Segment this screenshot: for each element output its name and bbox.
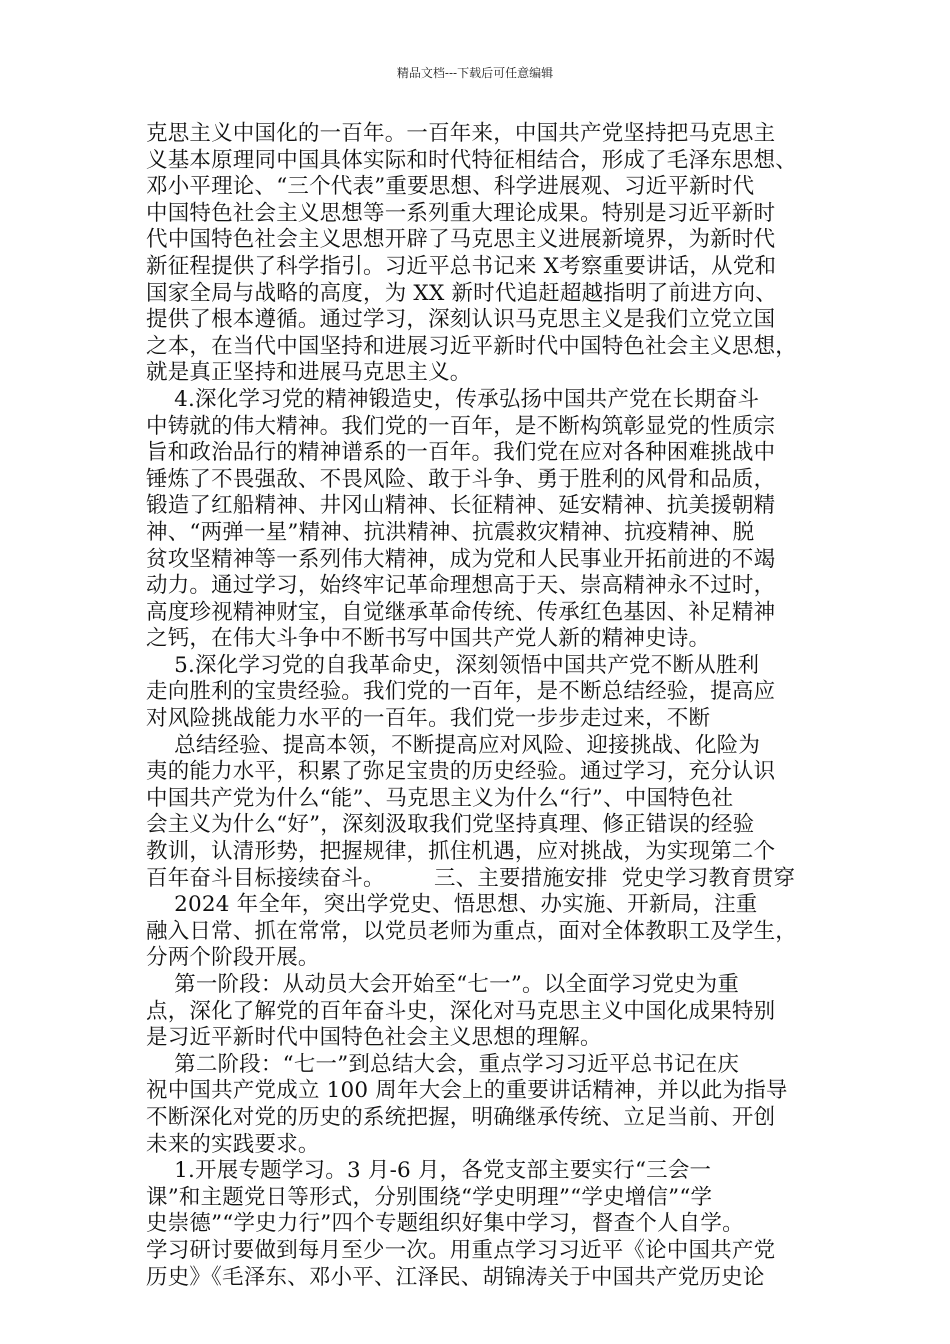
text-line: 史崇德”“学史力行”四个专题组织好集中学习，督查个人自学。	[146, 1211, 744, 1237]
text-line: 百年奋斗目标接续奋斗。 三、主要措施安排 党史学习教育贯穿	[146, 865, 796, 891]
text-line: 点，深化了解党的百年奋斗史，深化对马克思主义中国化成果特别	[146, 998, 776, 1024]
text-line: 教训，认清形势，把握规律，抓住机遇，应对挑战，为实现第二个	[146, 839, 776, 865]
text-line: 高度珍视精神财宝，自觉继承革命传统、传承红色基因、补足精神	[146, 599, 776, 625]
text-line: 第二阶段：“七一”到总结大会，重点学习习近平总书记在庆	[146, 1051, 740, 1077]
text-line: 走向胜利的宝贵经验。我们党的一百年，是不断总结经验，提高应	[146, 679, 776, 705]
text-line: 2024 年全年，突出学党史、悟思想、办实施、开新局，注重	[146, 892, 758, 918]
text-line: 锻造了红船精神、井冈山精神、长征精神、延安精神、抗美援朝精	[146, 493, 776, 519]
text-line: 动力。通过学习，始终牢记革命理想高于天、崇高精神永不过时，	[146, 573, 776, 599]
text-line: 5.深化学习党的自我革命史，深刻领悟中国共产党不断从胜利	[146, 652, 760, 678]
text-line: 旨和政治品行的精神谱系的一百年。我们党在应对各种困难挑战中	[146, 440, 776, 466]
text-line: 会主义为什么“好”，深刻汲取我们党坚持真理、修正错误的经验	[146, 812, 755, 838]
page-header: 精品文档---下载后可任意编辑	[396, 66, 554, 80]
text-line: 就是真正坚持和进展马克思主义。	[146, 360, 472, 386]
text-line: 义基本原理同中国具体实际和时代特征相结合，形成了毛泽东思想、	[146, 147, 798, 173]
text-line: 夷的能力水平，积累了弥足宝贵的历史经验。通过学习，充分认识	[146, 759, 776, 785]
text-line: 学习研讨要做到每月至少一次。用重点学习习近平《论中国共产党	[146, 1237, 776, 1263]
text-line: 锤炼了不畏强敌、不畏风险、敢于斗争、勇于胜利的风骨和品质，	[146, 466, 776, 492]
text-line: 分两个阶段开展。	[146, 945, 320, 971]
text-line: 新征程提供了科学指引。习近平总书记来 X考察重要讲话，从党和	[146, 253, 777, 279]
text-line: 克思主义中国化的一百年。一百年来，中国共产党坚持把马克思主	[146, 121, 776, 146]
text-line: 融入日常、抓在常常，以党员老师为重点，面对全体教职工及学生，	[146, 918, 798, 944]
text-line: 未来的实践要求。	[146, 1131, 320, 1157]
text-line: 邓小平理论、“三个代表”重要思想、科学进展观、习近平新时代	[146, 174, 755, 200]
text-line: 第一阶段：从动员大会开始至“七一”。以全面学习党史为重	[146, 972, 740, 997]
text-line: 提供了根本遵循。通过学习，深刻认识马克思主义是我们立党立国	[146, 307, 776, 333]
text-line: 不断深化对党的历史的系统把握，明确继承传统、立足当前、开创	[146, 1104, 776, 1130]
text-line: 祝中国共产党成立 100 周年大会上的重要讲话精神，并以此为指导	[146, 1078, 788, 1104]
text-line: 之本，在当代中国坚持和进展习近平新时代中国特色社会主义思想，	[146, 333, 798, 359]
text-line: 中国特色社会主义思想等一系列重大理论成果。特别是习近平新时	[146, 200, 776, 226]
text-line: 总结经验、提高本领，不断提高应对风险、迎接挑战、化险为	[146, 732, 761, 758]
text-line: 历史》《毛泽东、邓小平、江泽民、胡锦涛关于中国共产党历史论	[146, 1264, 765, 1290]
text-line: 中国共产党为什么“能”、马克思主义为什么“行”、中国特色社	[146, 785, 734, 811]
text-line: 是习近平新时代中国特色社会主义思想的理解。	[146, 1025, 602, 1051]
document-body	[146, 121, 818, 1291]
text-line: 对风险挑战能力水平的一百年。我们党一步步走过来，不断	[146, 706, 711, 732]
text-line: 之钙，在伟大斗争中不断书写中国共产党人新的精神史诗。	[146, 626, 711, 652]
text-line: 4.深化学习党的精神锻造史，传承弘扬中国共产党在长期奋斗	[146, 386, 760, 412]
text-line: 贫攻坚精神等一系列伟大精神，成为党和人民事业开拓前进的不竭	[146, 546, 776, 572]
text-line: 课”和主题党日等形式，分别围绕“学史明理”“学史增信”“学	[146, 1184, 713, 1210]
text-line: 代中国特色社会主义思想开辟了马克思主义进展新境界，为新时代	[146, 227, 776, 253]
text-line: 中铸就的伟大精神。我们党的一百年，是不断构筑彰显党的性质宗	[146, 413, 776, 439]
text-line: 国家全局与战略的高度，为 XX 新时代追赶超越指明了前进方向、	[146, 280, 777, 306]
text-line: 神、“两弹一星”精神、抗洪精神、抗震救灾精神、抗疫精神、脱	[146, 519, 755, 545]
text-line: 1.开展专题学习。3 月-6 月，各党支部主要实行“三会一	[146, 1158, 712, 1184]
